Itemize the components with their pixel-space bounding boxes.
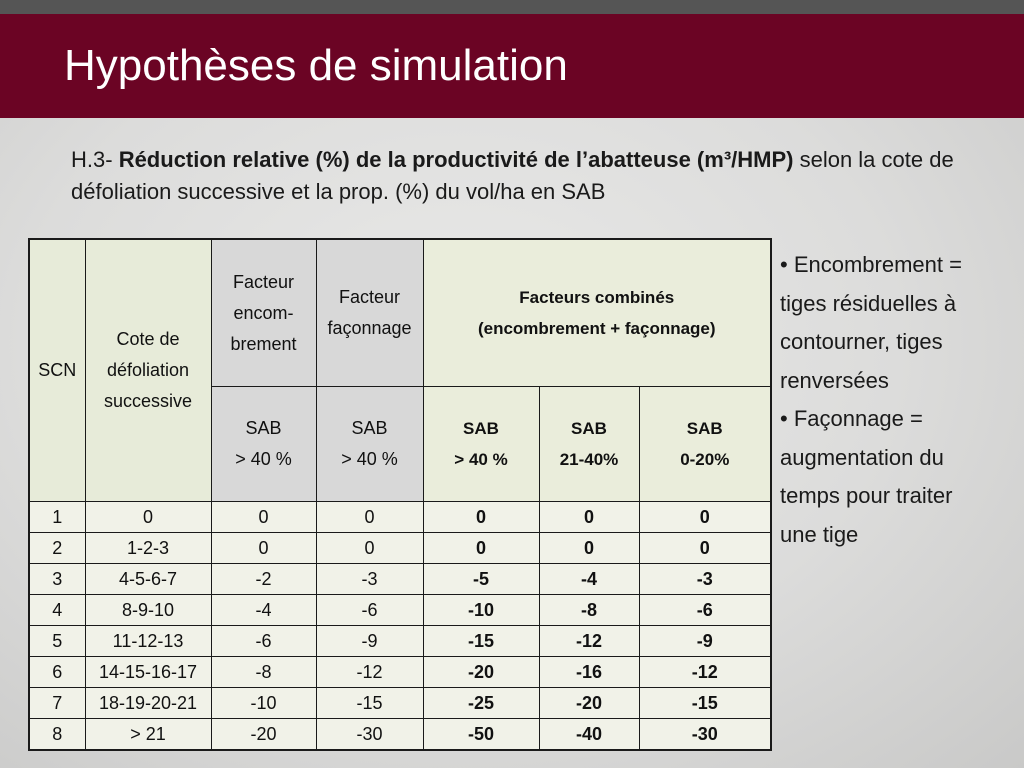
header-encombrement-line: brement — [230, 333, 297, 354]
cell-value: -15 — [639, 688, 771, 719]
cell-value: -16 — [539, 657, 639, 688]
side-note-line: une tige — [780, 521, 859, 547]
cell-cote: 14-15-16-17 — [85, 657, 211, 688]
header-encombrement-line: encom- — [233, 302, 294, 323]
cell-value: -10 — [423, 595, 539, 626]
cell-value: 0 — [316, 502, 423, 533]
subheader-line: > 40 % — [454, 450, 508, 469]
side-notes — [780, 246, 1010, 554]
header-cote-line: successive — [103, 391, 193, 411]
subtitle-prefix: H.3- — [71, 147, 119, 172]
cell-value: 0 — [539, 502, 639, 533]
subheader-line: > 40 % — [341, 449, 398, 469]
header-scn: SCN — [29, 239, 85, 502]
subheader-combined — [423, 387, 539, 502]
cell-value: -30 — [639, 719, 771, 751]
cell-value: -12 — [539, 626, 639, 657]
cell-value: 0 — [211, 502, 316, 533]
cell-value: 0 — [316, 533, 423, 564]
cell-value: -6 — [316, 595, 423, 626]
cell-cote: > 21 — [85, 719, 211, 751]
side-note-line: contourner, tiges — [780, 329, 943, 354]
header-combined-factors — [423, 239, 771, 387]
subheader-combined — [639, 387, 771, 502]
header-faconnage-line: Facteur — [338, 287, 401, 307]
side-note-line: augmentation du — [780, 444, 944, 470]
cell-scn: 3 — [29, 564, 85, 595]
cell-scn: 4 — [29, 595, 85, 626]
table-row — [29, 626, 771, 657]
cell-cote: 1-2-3 — [85, 533, 211, 564]
cell-value: -5 — [423, 564, 539, 595]
side-note-line: • Façonnage = — [780, 406, 923, 431]
table-row — [29, 657, 771, 688]
subheader-line: SAB — [686, 419, 723, 438]
cell-scn: 1 — [29, 502, 85, 533]
subheader-line: SAB — [245, 418, 282, 438]
cell-value: -15 — [316, 688, 423, 719]
header-combined-line: (encombrement + façonnage) — [477, 319, 716, 338]
subheader-line: 21-40% — [559, 450, 619, 469]
cell-value: -20 — [539, 688, 639, 719]
header-combined-line: Facteurs combinés — [519, 288, 675, 307]
cell-cote: 4-5-6-7 — [85, 564, 211, 595]
cell-value: -9 — [639, 626, 771, 657]
subheader-line: SAB — [463, 419, 499, 438]
cell-value: -8 — [211, 657, 316, 688]
cell-cote: 11-12-13 — [85, 626, 211, 657]
cell-value: -2 — [211, 564, 316, 595]
header-cote-line: Cote de — [116, 329, 180, 349]
cell-cote: 18-19-20-21 — [85, 688, 211, 719]
cell-value: -12 — [639, 657, 771, 688]
cell-value: -20 — [423, 657, 539, 688]
header-cote — [85, 239, 211, 502]
cell-value: -4 — [539, 564, 639, 595]
cell-scn: 5 — [29, 626, 85, 657]
header-cote-line: défoliation — [106, 360, 190, 380]
side-note-line: renversées — [780, 367, 889, 393]
subtitle-bold: Réduction relative (%) de la productivité de l’abatteuse (m³/HMP) — [118, 147, 794, 172]
table-row — [29, 533, 771, 564]
subheader-line: SAB — [571, 419, 607, 438]
cell-value: -40 — [539, 719, 639, 751]
cell-scn: 2 — [29, 533, 85, 564]
productivity-table — [28, 238, 772, 751]
table-row — [29, 688, 771, 719]
cell-scn: 6 — [29, 657, 85, 688]
top-strip — [0, 0, 1024, 14]
table-row — [29, 595, 771, 626]
cell-value: -8 — [539, 595, 639, 626]
header-faconnage — [316, 239, 423, 387]
subheader-combined — [539, 387, 639, 502]
cell-value: -3 — [639, 564, 771, 595]
cell-value: 0 — [639, 533, 771, 564]
cell-value: -30 — [316, 719, 423, 751]
cell-value: 0 — [539, 533, 639, 564]
cell-value: -15 — [423, 626, 539, 657]
cell-value: -20 — [211, 719, 316, 751]
subheader-factor — [316, 387, 423, 502]
cell-value: -6 — [211, 626, 316, 657]
subheader-line: 0-20% — [680, 450, 730, 469]
header-encombrement — [211, 239, 316, 387]
cell-value: -4 — [211, 595, 316, 626]
table-row — [29, 502, 771, 533]
side-note-line: temps pour traiter — [780, 483, 953, 508]
cell-value: -25 — [423, 688, 539, 719]
cell-value: 0 — [639, 502, 771, 533]
cell-value: -9 — [316, 626, 423, 657]
cell-value: 0 — [423, 502, 539, 533]
table-row — [29, 564, 771, 595]
cell-value: 0 — [211, 533, 316, 564]
cell-value: -12 — [316, 657, 423, 688]
subheader-line: SAB — [351, 418, 388, 438]
table-row — [29, 719, 771, 751]
cell-cote: 8-9-10 — [85, 595, 211, 626]
cell-scn: 7 — [29, 688, 85, 719]
cell-value: 0 — [423, 533, 539, 564]
side-note-line: • Encombrement = — [780, 252, 962, 277]
cell-scn: 8 — [29, 719, 85, 751]
subheader-line: > 40 % — [235, 449, 292, 469]
header-faconnage-line: façonnage — [327, 318, 412, 338]
header-encombrement-line: Facteur — [232, 271, 295, 292]
cell-cote: 0 — [85, 502, 211, 533]
slide-subtitle — [71, 144, 1001, 208]
cell-value: -50 — [423, 719, 539, 751]
side-note-line: tiges résiduelles à — [780, 290, 957, 316]
slide-title: Hypothèses de simulation — [64, 41, 568, 90]
subtitle-rest: selon la cote de défoliation successive et la prop. (%) du vol/ha en SAB — [71, 147, 954, 204]
header-row-1 — [29, 239, 771, 387]
subheader-factor — [211, 387, 316, 502]
side-note — [780, 400, 1010, 554]
side-note — [780, 246, 1010, 400]
cell-value: -3 — [316, 564, 423, 595]
cell-value: -6 — [639, 595, 771, 626]
cell-value: -10 — [211, 688, 316, 719]
